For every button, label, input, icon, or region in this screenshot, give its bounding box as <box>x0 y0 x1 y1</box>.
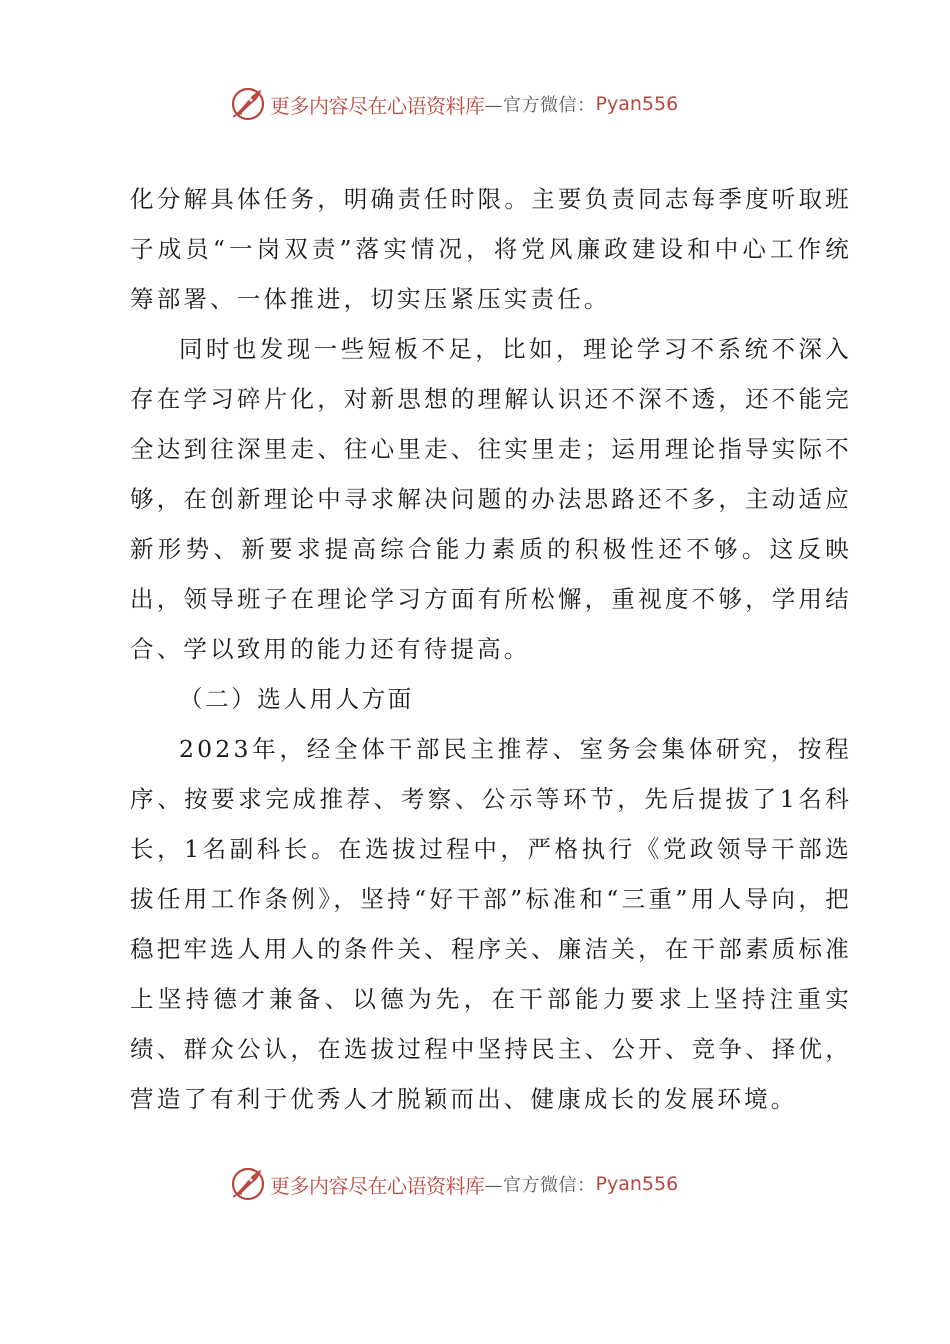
paragraph-2: 同时也发现一些短板不足，比如，理论学习不系统不深入存在学习碎片化，对新思想的理解认识还不深不透，还不能完全达到往深里走、往心里走、往实里走；运用理论指导实际不够，在创新理论中寻求解决问题的办法思路还不多，主动适应新形势、新要求提高综合能力素质的积极性还不够。这反映出，领导班子在理论学习方面有所松懈，重视度不够，学用结合、学以致用的能力还有待提高。 <box>130 335 852 663</box>
watermark-text-1: 更多内容尽在心语资料库 <box>270 1173 485 1198</box>
watermark-footer <box>230 1166 678 1202</box>
watermark-wechat-id: Pyan556 <box>595 1173 679 1195</box>
document-body <box>130 174 852 1124</box>
section-heading: （二）选人用人方面 <box>179 685 414 713</box>
watermark-wechat-id: Pyan556 <box>595 93 679 115</box>
watermark-text-2: —官方微信： <box>484 1175 596 1196</box>
watermark-header <box>230 86 678 122</box>
pen-logo-icon <box>230 1166 266 1202</box>
watermark-text-1: 更多内容尽在心语资料库 <box>270 93 485 118</box>
watermark-text-2: —官方微信： <box>484 95 596 116</box>
pen-logo-icon <box>230 86 266 122</box>
paragraph-3: 2023年，经全体干部民主推荐、室务会集体研究，按程序、按要求完成推荐、考察、公示等环节，先后提拔了1名科长，1名副科长。在选拔过程中，严格执行《党政领导干部选拔任用工作条例》，坚持“好干部”标准和“三重”用人导向，把稳把牢选人用人的条件关、程序关、廉洁关，在干部素质标准上坚持德才兼备、以德为先，在干部能力要求上坚持注重实绩、群众公认，在选拔过程中坚持民主、公开、竞争、择优，营造了有利于优秀人才脱颖而出、健康成长的发展环境。 <box>130 735 852 1113</box>
paragraph-1: 化分解具体任务，明确责任时限。主要负责同志每季度听取班子成员“一岗双责”落实情况，将党风廉政建设和中心工作统筹部署、一体推进，切实压紧压实责任。 <box>130 185 852 313</box>
